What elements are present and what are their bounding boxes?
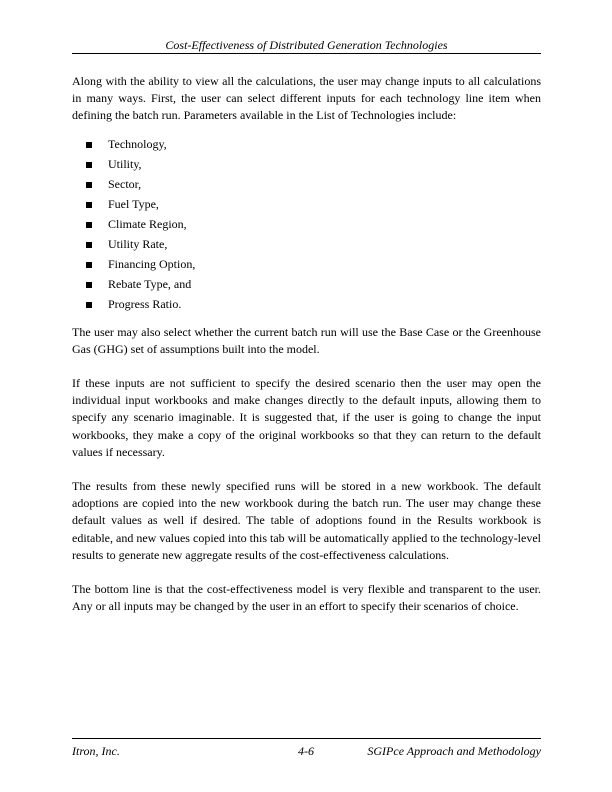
list-item-text: Financing Option, (108, 256, 196, 271)
list-item-text: Rebate Type, and (108, 276, 192, 291)
square-bullet-icon (86, 242, 92, 248)
parameter-list (72, 136, 541, 316)
square-bullet-icon (86, 202, 92, 208)
square-bullet-icon (86, 142, 92, 148)
list-item-text: Utility, (108, 156, 142, 171)
running-header: Cost-Effectiveness of Distributed Generation Technologies (165, 38, 448, 52)
footer-section-title: SGIPce Approach and Methodology (367, 744, 541, 758)
list-item (72, 196, 541, 216)
list-item-text: Climate Region, (108, 216, 187, 231)
list-item-text: Sector, (108, 176, 142, 191)
list-item (72, 236, 541, 256)
list-item (72, 276, 541, 296)
list-item-text: Technology, (108, 136, 167, 151)
batch-assumptions-paragraph: The user may also select whether the current batch run will use the Base Case or the Greenhouse Gas (GHG) set of assumptions built into the model. (72, 324, 541, 356)
square-bullet-icon (86, 262, 92, 268)
list-item (72, 296, 541, 316)
intro-paragraph: Along with the ability to view all the calculations, the user may change inputs to all calculations in many ways. First, the user can select different inputs for each technology line item when defining the batch run. Parameters available in the List of Technologies include: (72, 74, 541, 123)
square-bullet-icon (86, 302, 92, 308)
page-number: 4-6 (298, 744, 314, 758)
list-item-text: Utility Rate, (108, 236, 168, 251)
square-bullet-icon (86, 182, 92, 188)
list-item (72, 216, 541, 236)
square-bullet-icon (86, 282, 92, 288)
bottom-line-paragraph: The bottom line is that the cost-effectiveness model is very flexible and transparent to the user. Any or all inputs may be changed by the user in an effort to specify their scenarios of choice. (72, 582, 541, 614)
header-rule (72, 53, 541, 54)
square-bullet-icon (86, 222, 92, 228)
list-item-text: Fuel Type, (108, 196, 159, 211)
list-item-text: Progress Ratio. (108, 296, 182, 311)
square-bullet-icon (86, 162, 92, 168)
footer-company: Itron, Inc. (72, 744, 120, 758)
page-body (72, 73, 541, 615)
footer-rule (72, 738, 541, 739)
list-item (72, 136, 541, 156)
list-item (72, 156, 541, 176)
list-item (72, 176, 541, 196)
list-item (72, 256, 541, 276)
results-workbook-paragraph: The results from these newly specified runs will be stored in a new workbook. The default adoptions are copied into the new workbook during the batch run. The user may change these default values as well if desired. The table of adoptions found in the Results workbook is editable, and new values copied into this tab will be automatically applied to the technology-level results to generate new aggregate results of the cost-effectiveness calculations. (72, 479, 541, 562)
input-workbooks-paragraph: If these inputs are not sufficient to specify the desired scenario then the user may open the individual input workbooks and make changes directly to the default inputs, allowing them to specify any scenario imaginable. It is suggested that, if the user is going to change the input workbooks, they make a copy of the original workbooks so that they can return to the default values if necessary. (72, 376, 541, 459)
